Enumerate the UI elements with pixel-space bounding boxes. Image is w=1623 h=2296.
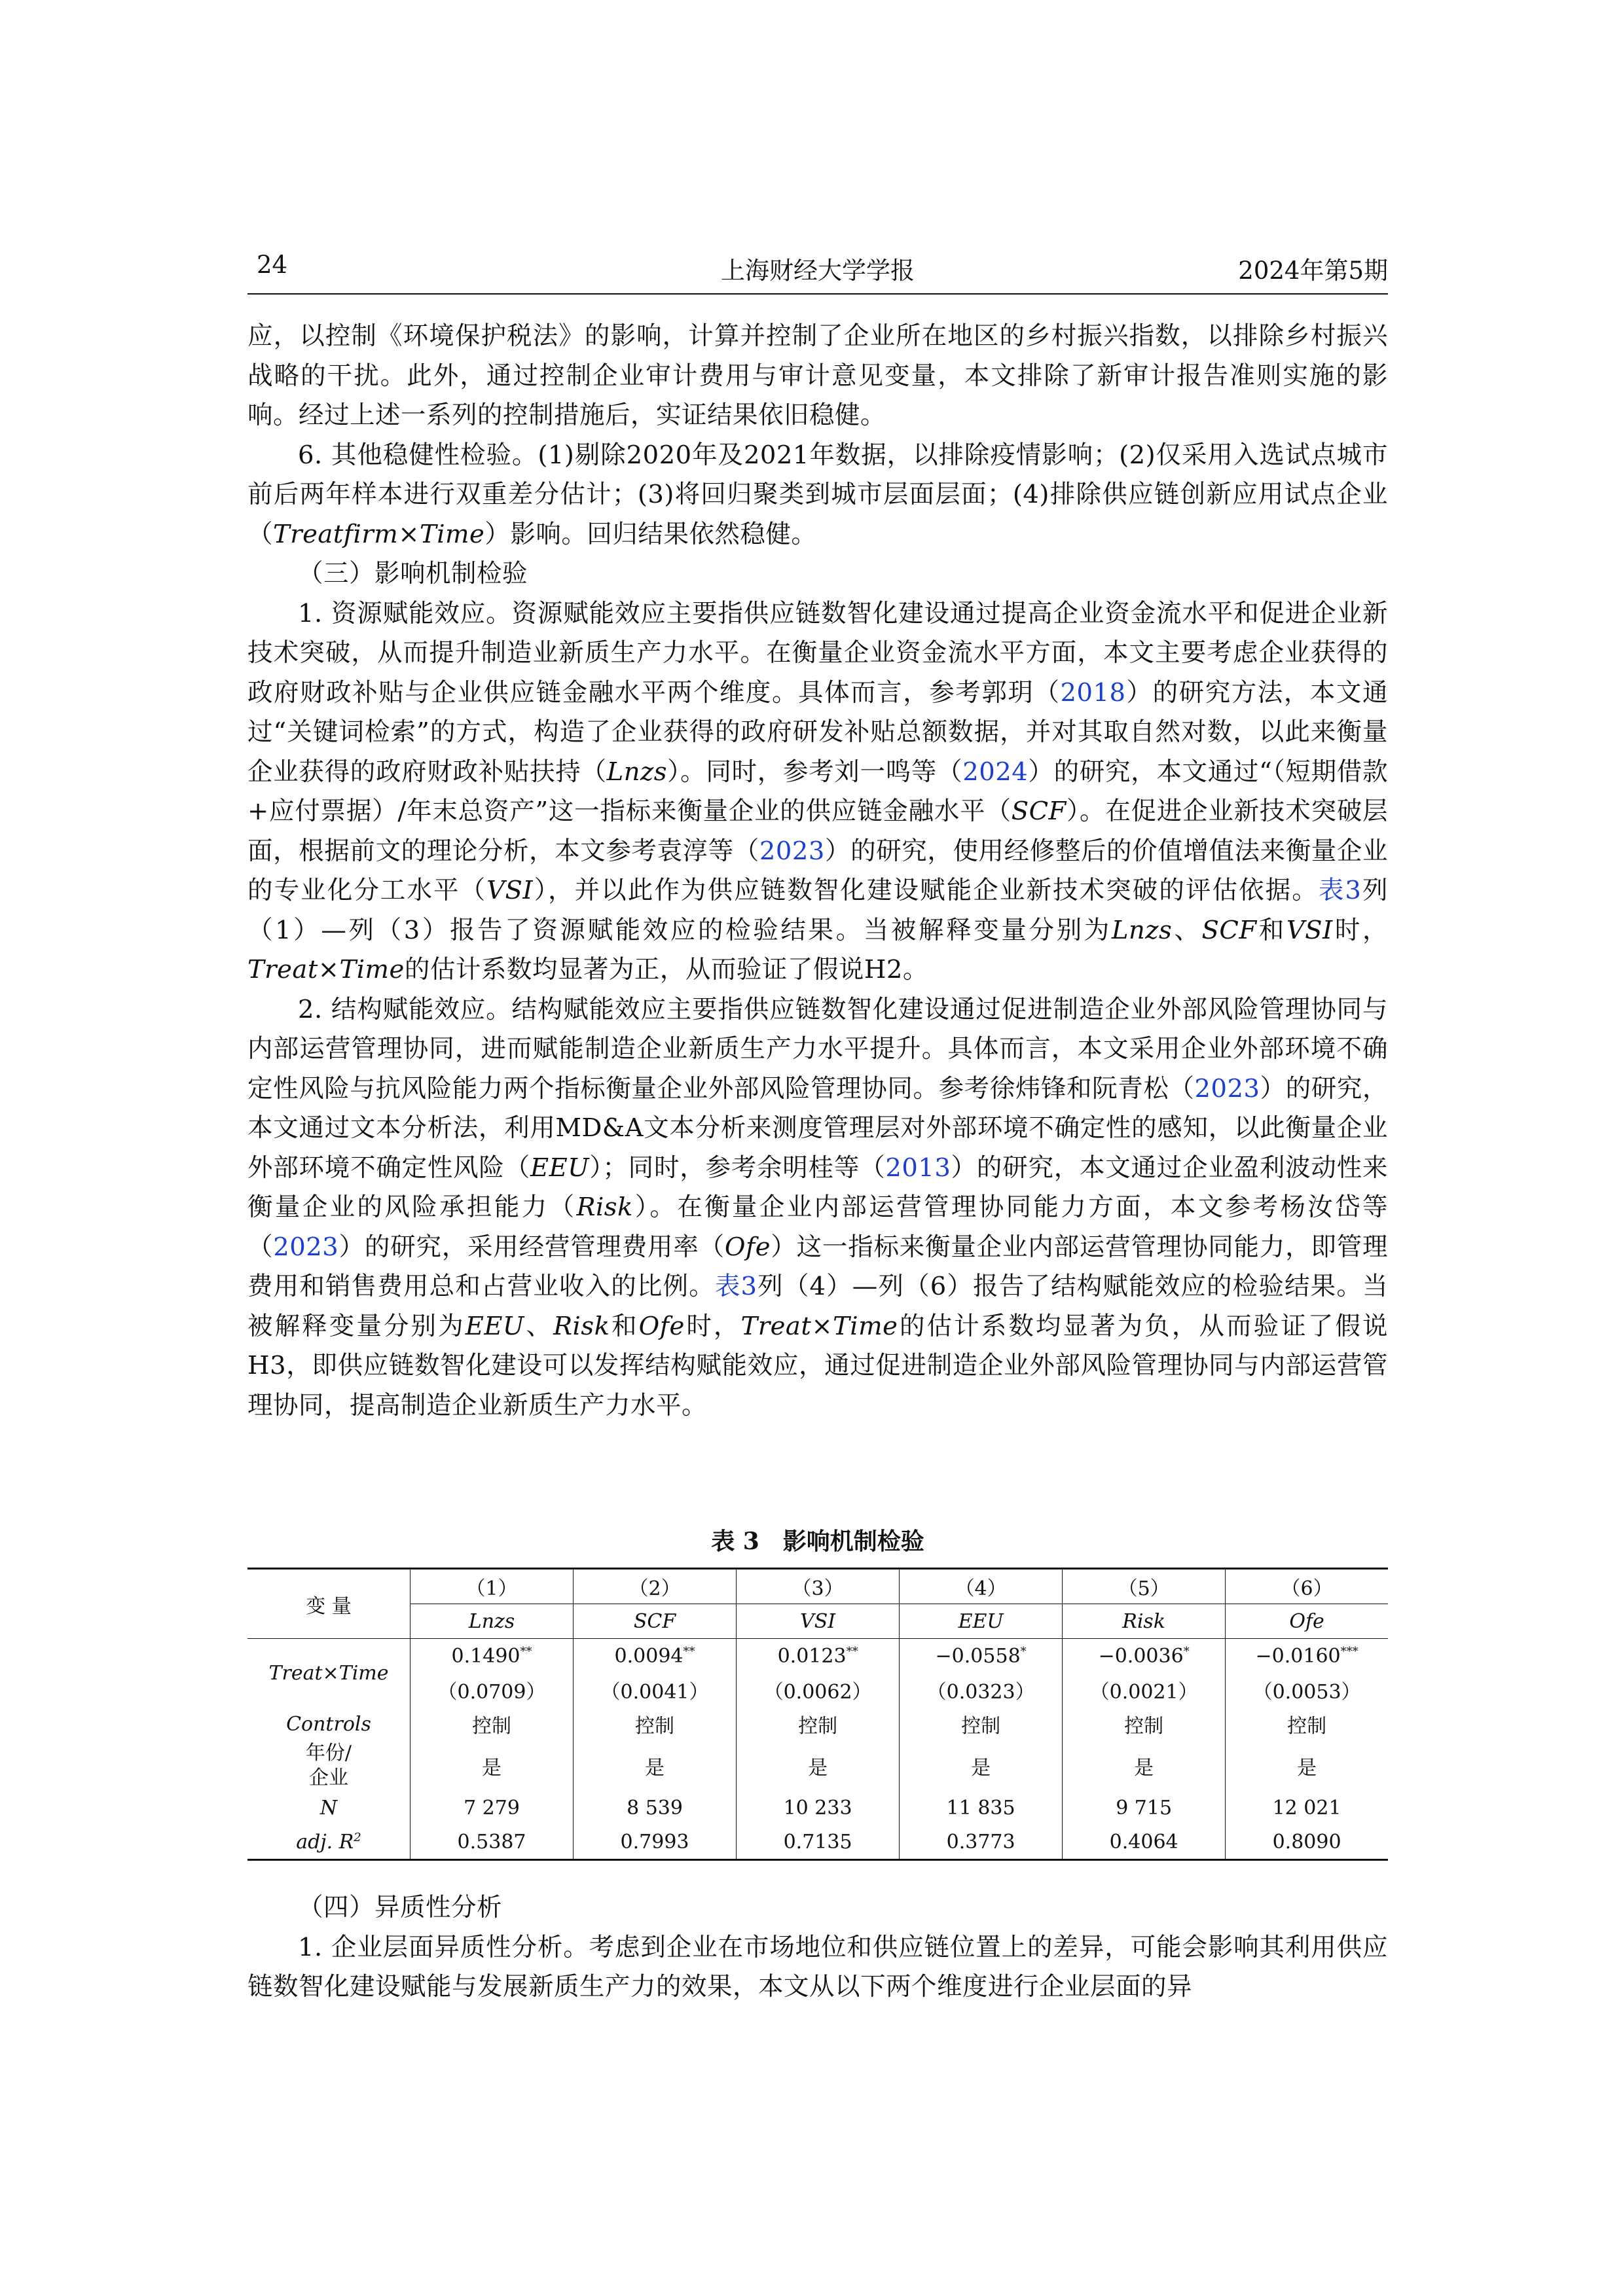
citation-link[interactable]: 2023	[759, 836, 825, 866]
table-link[interactable]: 表3	[714, 1272, 757, 1301]
paragraph: 2. 结构赋能效应。结构赋能效应主要指供应链数智化建设通过促进制造企业外部风险管理协同与内部运营管理协同，进而赋能制造企业新质生产力水平提升。具体而言，本文采用企业外部环境不确定性风险与抗风险能力两个指标衡量企业外部风险管理协同。参考徐炜锋和阮青松（2023）的研究，本文通过文本分析法，利用MD&A文本分析来测度管理层对外部环境不确定性的感知，以此衡量企业外部环境不确定性风险（EEU）；同时，参考余明桂等（2013）的研究，本文通过企业盈利波动性来衡量企业的风险承担能力（Risk）。在衡量企业内部运营管理协同能力方面，本文参考杨汝岱等（2023）的研究，采用经营管理费用率（Ofe）这一指标来衡量企业内部运营管理协同能力，即管理费用和销售费用总和占营业收入的比例。表3列（4）—列（6）报告了结构赋能效应的检验结果。当被解释变量分别为EEU、Risk和Ofe时，Treat×Time的估计系数均显著为负，从而验证了假说H3，即供应链数智化建设可以发挥结构赋能效应，通过促进制造企业外部风险管理协同与内部运营管理协同，提高制造企业新质生产力水平。	[247, 994, 1388, 1420]
row-label-r2: adj. $R^2$	[296, 1830, 361, 1854]
r2-cell: 0.7135	[737, 1825, 900, 1860]
row-label-n: N	[319, 1796, 338, 1820]
n-cell: 7 279	[410, 1791, 574, 1825]
controls-cell: 控制	[574, 1707, 737, 1741]
r2-cell: 0.4064	[1063, 1825, 1226, 1860]
citation-link[interactable]: 2024	[962, 757, 1029, 787]
citation-link[interactable]: 2018	[1060, 677, 1126, 708]
column-number: （1）	[410, 1569, 574, 1604]
fe-cell: 是	[1063, 1741, 1226, 1791]
paragraph: 6. 其他稳健性检验。(1)剔除2020年及2021年数据，以排除疫情影响；(2)仅采用入选试点城市前后两年样本进行双重差分估计；(3)将回归聚类到城市层面层面；(4)排除供应链创新应用试点企业（Treatfirm×Time）影响。回归结果依然稳健。	[247, 440, 1388, 549]
coefficient-cell: −0.0160***	[1226, 1639, 1388, 1674]
dependent-variable: Risk	[1063, 1604, 1226, 1639]
column-number: （2）	[574, 1569, 737, 1604]
dependent-variable: Lnzs	[410, 1604, 574, 1639]
dependent-variable: EEU	[900, 1604, 1063, 1639]
r2-cell: 0.7993	[574, 1825, 737, 1860]
controls-cell: 控制	[737, 1707, 900, 1741]
journal-title: 上海财经大学学报	[721, 257, 915, 285]
fe-cell: 是	[410, 1741, 574, 1791]
controls-cell: 控制	[1226, 1707, 1388, 1741]
se-cell: （0.0041）	[574, 1673, 737, 1707]
n-cell: 12 021	[1226, 1791, 1388, 1825]
section-heading: （三）影响机制检验	[298, 559, 528, 588]
body-text	[247, 317, 1388, 1426]
column-number: （5）	[1063, 1569, 1226, 1604]
fe-cell: 是	[737, 1741, 900, 1791]
row-label-fe: 年份/ 企业	[305, 1742, 352, 1789]
paragraph: 1. 企业层面异质性分析。考虑到企业在市场地位和供应链位置上的差异，可能会影响其利用供应链数智化建设赋能与发展新质生产力的效果，本文从以下两个维度进行企业层面的异	[247, 1932, 1388, 2001]
coefficient-cell: 0.0123**	[737, 1639, 900, 1674]
se-cell: （0.0021）	[1063, 1673, 1226, 1707]
controls-cell: 控制	[1063, 1707, 1226, 1741]
fe-cell: 是	[1226, 1741, 1388, 1791]
se-cell: （0.0709）	[410, 1673, 574, 1707]
se-cell: （0.0062）	[737, 1673, 900, 1707]
citation-link[interactable]: 2013	[885, 1153, 951, 1183]
r2-cell: 0.5387	[410, 1825, 574, 1860]
column-number: （4）	[900, 1569, 1063, 1604]
paragraph: 应，以控制《环境保护税法》的影响，计算并控制了企业所在地区的乡村振兴指数，以排除乡村振兴战略的干扰。此外，通过控制企业审计费用与审计意见变量，本文排除了新审计报告准则实施的影响。经过上述一系列的控制措施后，实证结果依旧稳健。	[247, 321, 1388, 430]
section-heading: （四）异质性分析	[298, 1893, 503, 1922]
r2-cell: 0.8090	[1226, 1825, 1388, 1860]
body-text-continued	[247, 1888, 1388, 2007]
results-table	[247, 1568, 1388, 1861]
column-number: （3）	[737, 1569, 900, 1604]
dependent-variable: VSI	[737, 1604, 900, 1639]
row-label-treat: Treat×Time	[268, 1661, 389, 1685]
n-cell: 10 233	[737, 1791, 900, 1825]
n-cell: 9 715	[1063, 1791, 1226, 1825]
coefficient-cell: −0.0036*	[1063, 1639, 1226, 1674]
header-rule	[247, 293, 1388, 295]
n-cell: 8 539	[574, 1791, 737, 1825]
citation-link[interactable]: 2023	[273, 1232, 339, 1262]
coefficient-cell: 0.1490**	[410, 1639, 574, 1674]
issue-label: 2024年第5期	[1238, 257, 1388, 285]
n-cell: 11 835	[900, 1791, 1063, 1825]
dependent-variable: Ofe	[1226, 1604, 1388, 1639]
coefficient-cell: 0.0094**	[574, 1639, 737, 1674]
table-3	[247, 1522, 1388, 1861]
paragraph: 1. 资源赋能效应。资源赋能效应主要指供应链数智化建设通过提高企业资金流水平和促进企业新技术突破，从而提升制造业新质生产力水平。在衡量企业资金流水平方面，本文主要考虑企业获得的政府财政补贴与企业供应链金融水平两个维度。具体而言，参考郭玥（2018）的研究方法，本文通过“关键词检索”的方式，构造了企业获得的政府研发补贴总额数据，并对其取自然对数，以此来衡量企业获得的政府财政补贴扶持（Lnzs）。同时，参考刘一鸣等（2024）的研究，本文通过“（短期借款+应付票据）/年末总资产”这一指标来衡量企业的供应链金融水平（SCF）。在促进企业新技术突破层面，根据前文的理论分析，本文参考袁淳等（2023）的研究，使用经修整后的价值增值法来衡量企业的专业化分工水平（VSI），并以此作为供应链数智化建设赋能企业新技术突破的评估依据。表3列（1）—列（3）报告了资源赋能效应的检验结果。当被解释变量分别为Lnzs、SCF和VSI时，Treat×Time的估计系数均显著为正，从而验证了假说H2。	[247, 598, 1388, 984]
r2-cell: 0.3773	[900, 1825, 1063, 1860]
coefficient-cell: −0.0558*	[900, 1639, 1063, 1674]
row-label-controls: Controls	[286, 1712, 371, 1736]
running-header	[247, 251, 1388, 290]
fe-cell: 是	[574, 1741, 737, 1791]
citation-link[interactable]: 2023	[1194, 1073, 1260, 1103]
se-cell: （0.0323）	[900, 1673, 1063, 1707]
table-title: 表 3 影响机制检验	[711, 1528, 924, 1555]
se-cell: （0.0053）	[1226, 1673, 1388, 1707]
column-number: （6）	[1226, 1569, 1388, 1604]
fe-cell: 是	[900, 1741, 1063, 1791]
page-number: 24	[257, 251, 288, 279]
stub-header: 变 量	[306, 1594, 352, 1618]
table-link[interactable]: 表3	[1318, 876, 1362, 905]
dependent-variable: SCF	[574, 1604, 737, 1639]
controls-cell: 控制	[410, 1707, 574, 1741]
controls-cell: 控制	[900, 1707, 1063, 1741]
